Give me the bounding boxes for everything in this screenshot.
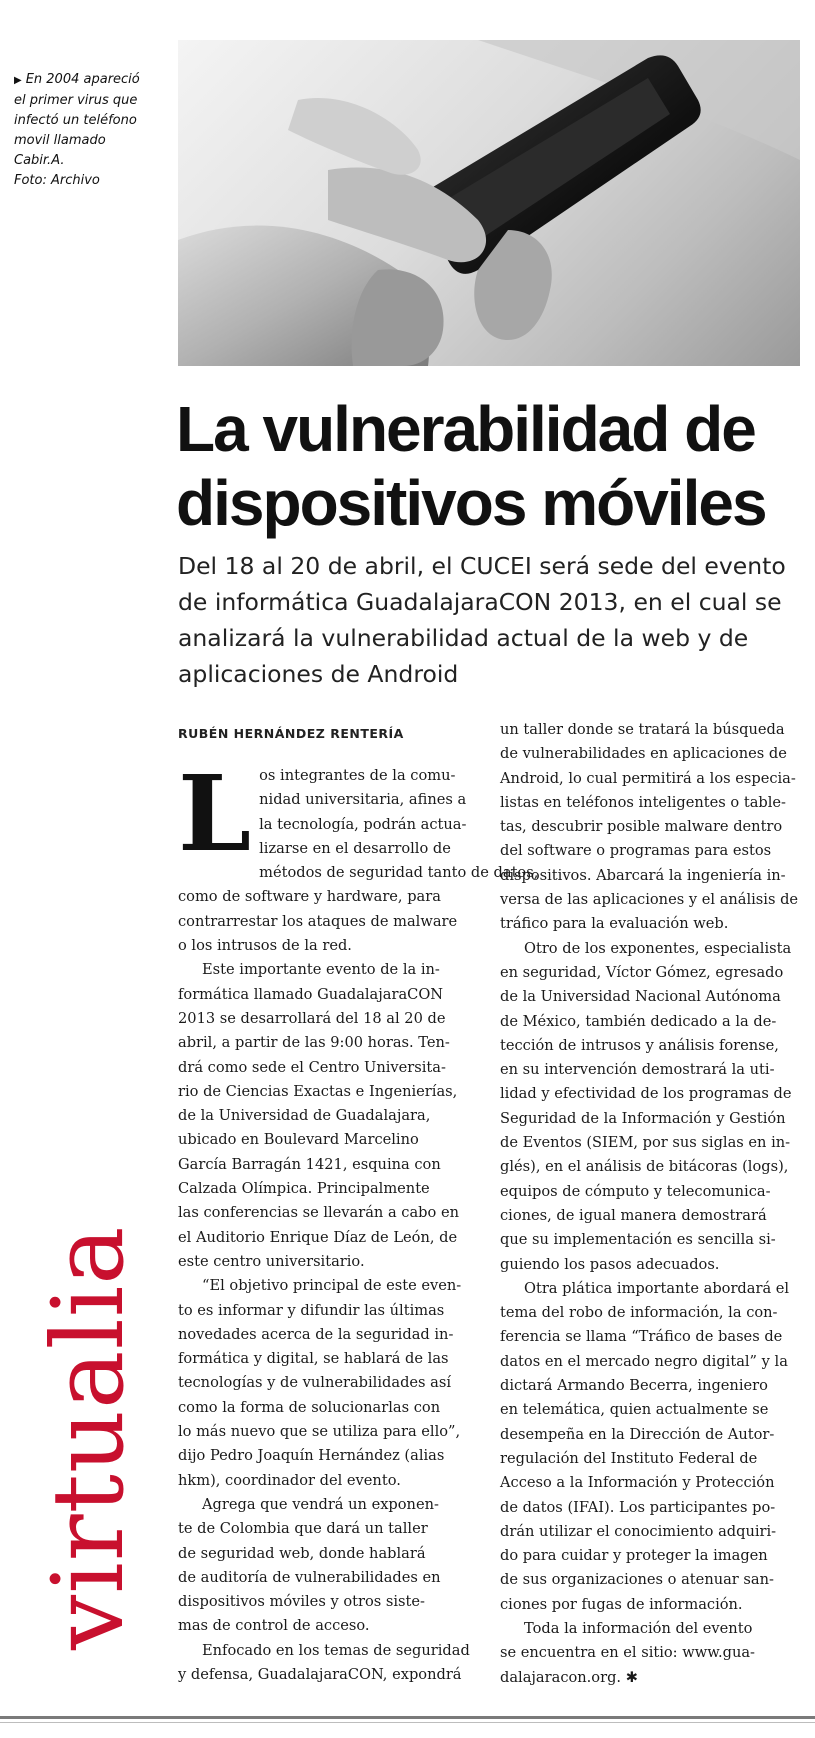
article-text-line: tema del robo de información, la con- xyxy=(500,1304,778,1322)
article-text-line: ferencia se llama “Tráfico de bases de xyxy=(500,1328,783,1346)
article-text-line: dispositivos móviles y otros siste- xyxy=(178,1593,425,1611)
article-text-line: del software o programas para estos xyxy=(500,842,772,860)
article-text-line: 2013 se desarrollará del 18 al 20 de xyxy=(178,1009,446,1027)
article-text-line: formática llamado GuadalajaraCON xyxy=(178,985,444,1003)
article-text-line: un taller donde se tratará la búsqueda xyxy=(500,721,785,738)
article-text-line: la tecnología, podrán actua- xyxy=(259,815,467,833)
article-text-line: de seguridad web, donde hablará xyxy=(178,1544,426,1562)
article-text-line: el Auditorio Enrique Díaz de León, de xyxy=(178,1228,458,1246)
deck-line: analizará la vulnerabilidad actual de la web y de xyxy=(178,624,749,652)
article-text-line: Agrega que vendrá un exponen- xyxy=(202,1495,439,1513)
article-text-line: lizarse en el desarrollo de xyxy=(259,839,451,857)
article-text-line: que su implementación es sencilla si- xyxy=(500,1231,776,1249)
article-text-line: novedades acerca de la seguridad in- xyxy=(178,1325,454,1343)
article-text-line: Acceso a la Información y Protección xyxy=(500,1474,775,1492)
article-text-line: datos en el mercado negro digital” y la xyxy=(500,1352,788,1370)
article-text-line: contrarrestar los ataques de malware xyxy=(178,912,458,930)
article-text-line: listas en teléfonos inteligentes o table- xyxy=(500,793,786,811)
article-deck xyxy=(178,548,808,692)
deck-line: Del 18 al 20 de abril, el CUCEI será sede del evento xyxy=(178,552,786,580)
article-text-line: tráfico para la evaluación web. xyxy=(500,915,729,933)
article-text-line: de la Universidad Nacional Autónoma xyxy=(500,988,781,1006)
article-text-line: como la forma de solucionarlas con xyxy=(178,1398,441,1416)
article-text-line: Este importante evento de la in- xyxy=(202,961,440,979)
article-text-line: de Eventos (SIEM, por sus siglas en in- xyxy=(500,1134,791,1152)
article-column-1 xyxy=(178,752,539,1687)
hand-holding-phone-illustration xyxy=(178,40,800,366)
section-label: virtualia xyxy=(32,1225,146,1650)
article-text-line: o los intrusos de la red. xyxy=(178,937,352,955)
article-text-line: Calzada Olímpica. Principalmente xyxy=(178,1180,430,1198)
caption-line: ▶ En 2004 apareció xyxy=(14,70,164,91)
article-text-line: Android, lo cual permitirá a los especia- xyxy=(500,769,796,787)
article-text-line: de México, también dedicado a la de- xyxy=(500,1012,777,1030)
drop-cap: L xyxy=(178,752,252,875)
article-text-line: en telemática, quien actualmente se xyxy=(500,1401,769,1419)
headline-line: La vulnerabilidad de xyxy=(176,393,755,465)
article-text-line: do para cuidar y proteger la imagen xyxy=(500,1547,768,1565)
article-text-line: mas de control de acceso. xyxy=(178,1617,370,1635)
article-text-line: os integrantes de la comu- xyxy=(259,767,456,784)
article-text-line: tecnologías y de vulnerabilidades así xyxy=(178,1374,452,1392)
article-text-line: te de Colombia que dará un taller xyxy=(178,1520,428,1538)
caption-line: Foto: Archivo xyxy=(14,173,100,188)
article-text-line: Enfocado en los temas de seguridad xyxy=(202,1641,470,1659)
article-text-line: Toda la información del evento xyxy=(524,1619,753,1637)
article-text-line: ubicado en Boulevard Marcelino xyxy=(178,1131,419,1149)
article-text-line: de la Universidad de Guadalajara, xyxy=(178,1107,431,1125)
article-text-line: dijo Pedro Joaquín Hernández (alias xyxy=(178,1447,445,1465)
article-text-line: Otra plática importante abordará el xyxy=(524,1279,790,1297)
article-text-line: regulación del Instituto Federal de xyxy=(500,1449,758,1467)
caption-line: el primer virus que xyxy=(14,93,138,108)
article-text-line: García Barragán 1421, esquina con xyxy=(178,1155,441,1173)
article-text-line: abril, a partir de las 9:00 horas. Ten- xyxy=(178,1034,450,1052)
article-text-line: “El objetivo principal de este even- xyxy=(202,1277,462,1295)
article-text-line: dictará Armando Becerra, ingeniero xyxy=(500,1377,768,1395)
article-text-line: ciones por fugas de información. xyxy=(500,1595,743,1613)
article-text-line: se encuentra en el sitio: www.gua- xyxy=(500,1644,755,1662)
article-text-line: desempeña en la Dirección de Autor- xyxy=(500,1425,775,1443)
article-text-line: drán utilizar el conocimiento adquiri- xyxy=(500,1522,777,1540)
deck-line: de informática GuadalajaraCON 2013, en el cual se xyxy=(178,588,782,616)
footer-rule xyxy=(0,1716,815,1719)
article-text-line: formática y digital, se hablará de las xyxy=(178,1350,449,1368)
article-headline xyxy=(176,392,806,540)
deck-line: aplicaciones de Android xyxy=(178,660,459,688)
article-text-line: rio de Ciencias Exactas e Ingenierías, xyxy=(178,1082,458,1100)
caption-line: infectó un teléfono xyxy=(14,113,137,128)
article-text-line: tección de intrusos y análisis forense, xyxy=(500,1036,779,1054)
article-text-line: nidad universitaria, afines a xyxy=(259,791,467,809)
article-text-line: to es informar y difundir las últimas xyxy=(178,1301,445,1319)
article-text-line: glés), en el análisis de bitácoras (logs), xyxy=(500,1158,789,1176)
article-text-line: de datos (IFAI). Los participantes po- xyxy=(500,1498,776,1516)
article-text-line: ciones, de igual manera demostrará xyxy=(500,1206,767,1224)
article-text-line: de vulnerabilidades en aplicaciones de xyxy=(500,745,787,763)
article-text-line: equipos de cómputo y telecomunica- xyxy=(500,1182,771,1200)
article-text-line: Otro de los exponentes, especialista xyxy=(524,939,792,957)
article-text-line: en su intervención demostrará la uti- xyxy=(500,1061,775,1079)
article-text-line: métodos de seguridad tanto de datos, xyxy=(259,864,539,882)
article-text-line: como de software y hardware, para xyxy=(178,888,441,906)
article-text-line: de auditoría de vulnerabilidades en xyxy=(178,1568,441,1586)
article-text-line: lidad y efectividad de los programas de xyxy=(500,1085,792,1103)
article-text-line: las conferencias se llevarán a cabo en xyxy=(178,1204,459,1222)
author-byline: RUBÉN HERNÁNDEZ RENTERÍA xyxy=(178,726,404,741)
article-text-line: en seguridad, Víctor Gómez, egresado xyxy=(500,963,784,981)
article-text-line: dispositivos. Abarcará la ingeniería in- xyxy=(500,866,786,884)
article-text-line: este centro universitario. xyxy=(178,1252,365,1270)
article-photo xyxy=(178,40,800,366)
triangle-bullet-icon: ▶ xyxy=(14,75,22,86)
article-text-line: guiendo los pasos adecuados. xyxy=(500,1255,720,1273)
article-text-line: Seguridad de la Información y Gestión xyxy=(500,1109,786,1127)
footer-rule-thin xyxy=(0,1722,815,1723)
article-text-line: lo más nuevo que se utiliza para ello”, xyxy=(178,1423,461,1441)
article-text-line: dalajaracon.org. ✱ xyxy=(500,1668,638,1686)
article-column-2 xyxy=(500,718,800,1690)
caption-line: movil llamado xyxy=(14,133,106,148)
article-text-line: hkm), coordinador del evento. xyxy=(178,1471,401,1489)
article-text-line: tas, descubrir posible malware dentro xyxy=(500,818,783,836)
article-text-line: de sus organizaciones o atenuar san- xyxy=(500,1571,774,1589)
article-text-line: versa de las aplicaciones y el análisis de xyxy=(500,891,799,909)
photo-caption xyxy=(14,70,164,191)
article-text-line: y defensa, GuadalajaraCON, expondrá xyxy=(178,1665,462,1683)
headline-line: dispositivos móviles xyxy=(176,467,766,539)
article-text-line: drá como sede el Centro Universita- xyxy=(178,1058,446,1076)
caption-line: Cabir.A. xyxy=(14,153,65,168)
